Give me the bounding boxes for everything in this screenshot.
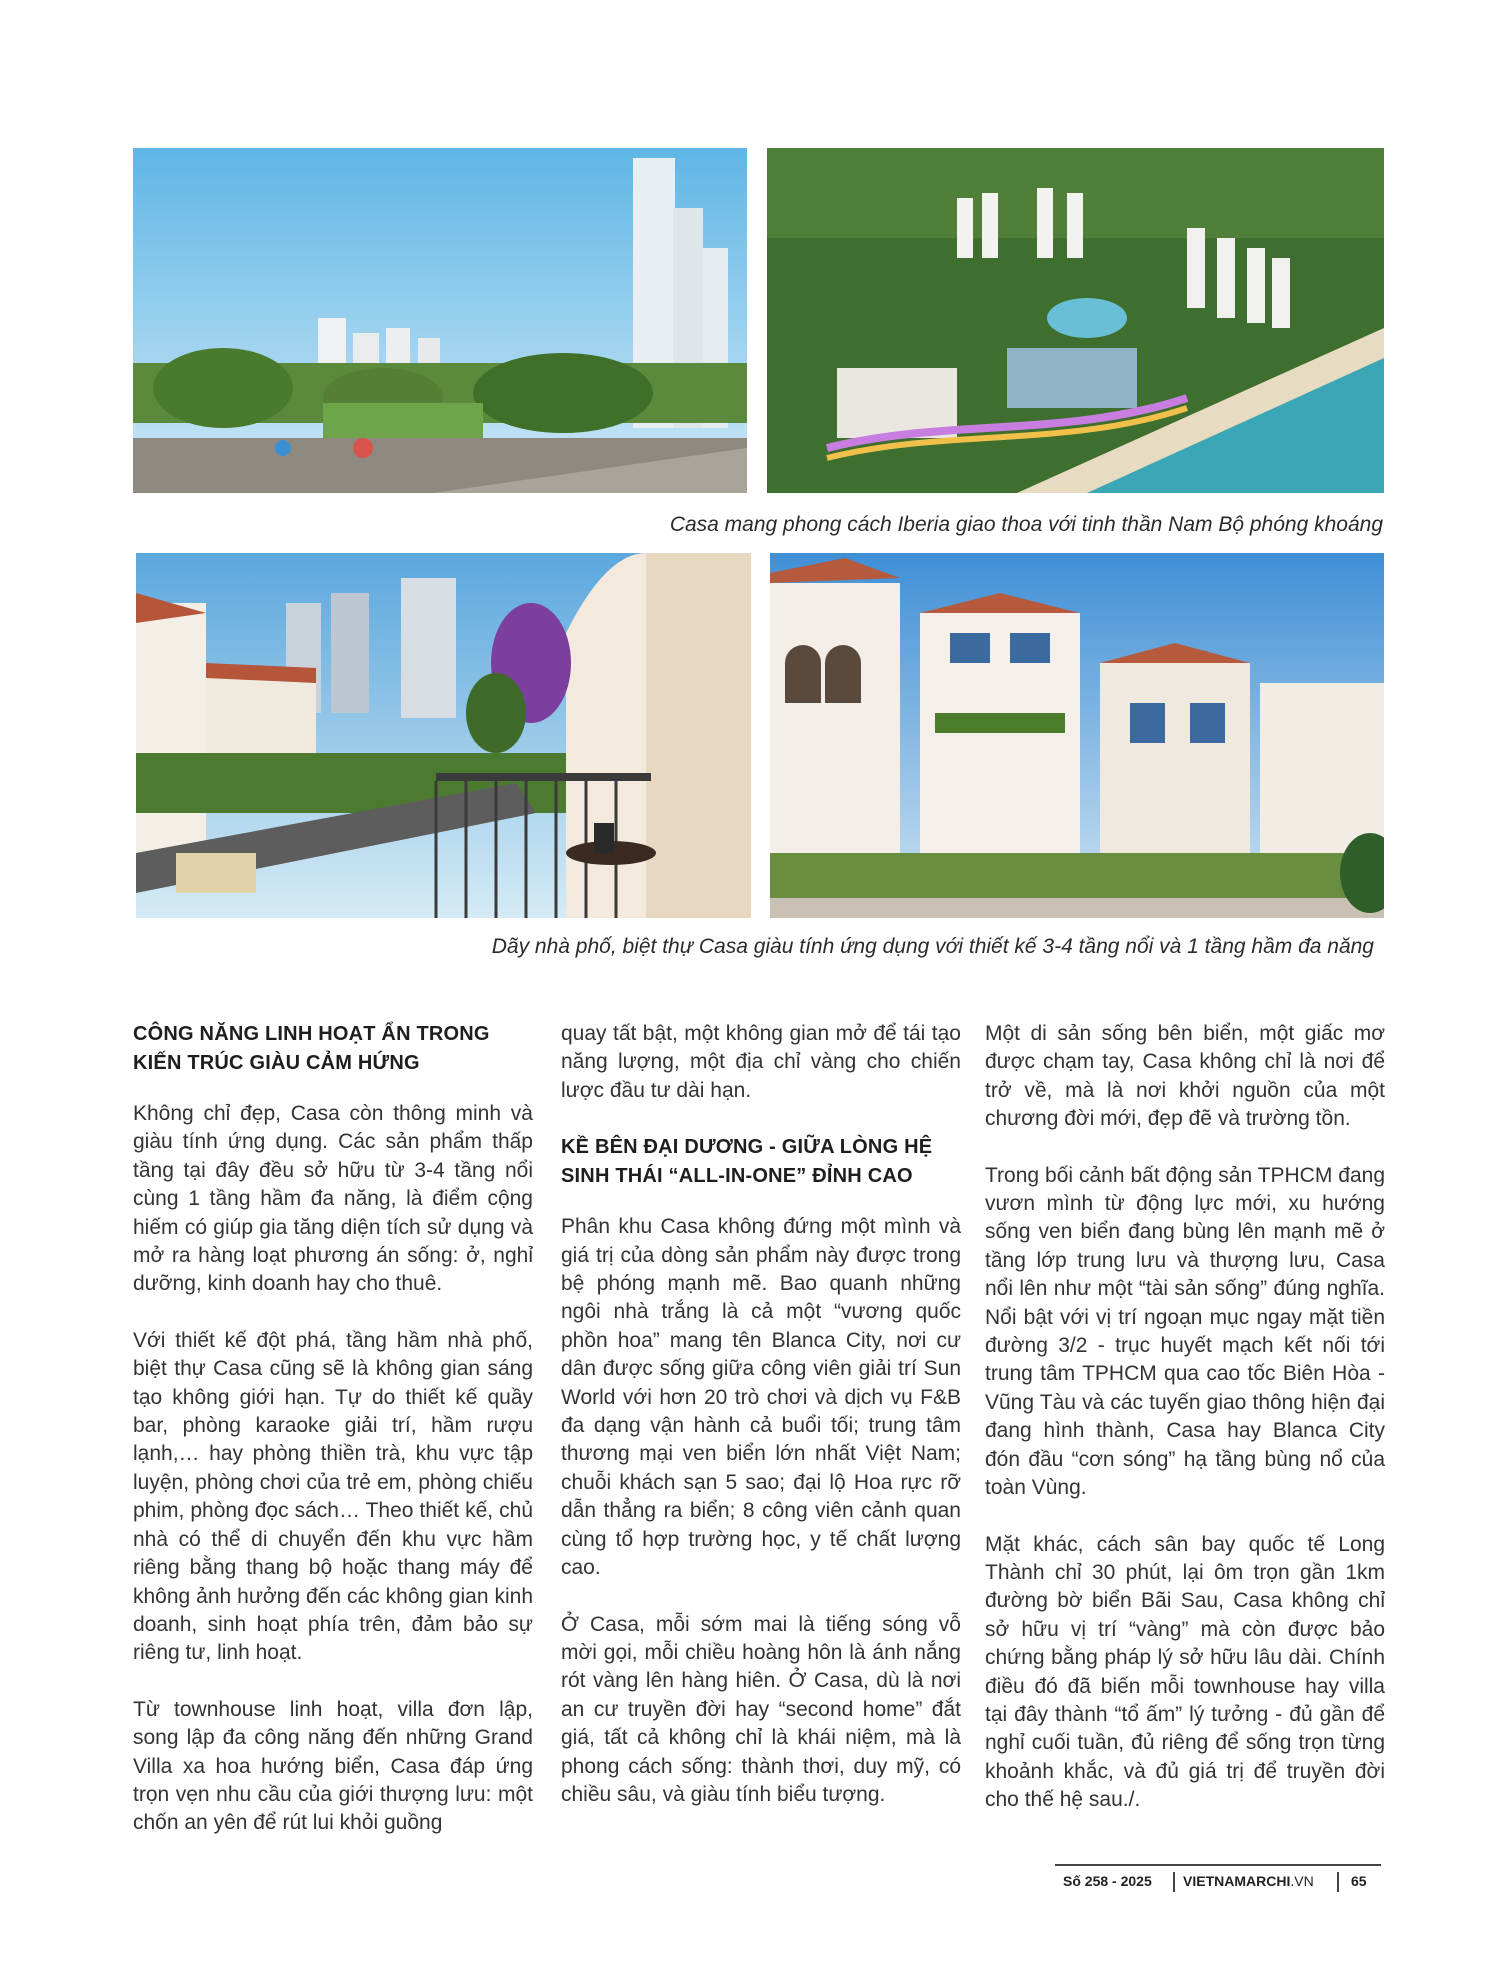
section-heading-flexible-function: CÔNG NĂNG LINH HOẠT ẨN TRONG KIẾN TRÚC GIÀU CẢM HỨNG	[133, 1023, 490, 1074]
issue-number: Số 258 - 2025	[1063, 1873, 1152, 1889]
caption-bottom: Dãy nhà phố, biệt thự Casa giàu tính ứng dụng với thiết kế 3-4 tầng nổi và 1 tầng hầm đa năng	[491, 935, 1374, 958]
photo-park-towers	[133, 148, 747, 493]
paragraph: quay tất bật, một không gian mở để tái tạo năng lượng, một địa chỉ vàng cho chiến lược đầu tư dài hạn.	[561, 1022, 961, 1102]
footer-rule	[1055, 1864, 1381, 1866]
paragraph: Một di sản sống bên biển, một giấc mơ được chạm tay, Casa không chỉ là nơi để trở về, mà là nơi khởi nguồn của một chương đời mới, đẹp đẽ và trường tồn.	[985, 1022, 1385, 1131]
paragraph: Từ townhouse linh hoạt, villa đơn lập, song lập đa công năng đến những Grand Villa xa hoa hướng biển, Casa đáp ứng trọn vẹn nhu cầu của giới thượng lưu: một chốn an yên để rút lui khỏi guồng	[133, 1697, 533, 1835]
caption-top: Casa mang phong cách Iberia giao thoa với tinh thần Nam Bộ phóng khoáng	[669, 513, 1383, 536]
brand-main: VIETNAMARCHI	[1183, 1873, 1291, 1889]
brand-name	[1183, 1873, 1314, 1889]
paragraph: Không chỉ đẹp, Casa còn thông minh và giàu tính ứng dụng. Các sản phẩm thấp tầng tại đây đều sở hữu từ 3-4 tầng nổi cùng 1 tầng hầm đa năng, là điểm cộng hiếm có giúp gia tăng diện tích sử dụng và mở ra hàng loạt phương án sống: ở, nghỉ dưỡng, kinh doanh hay cho thuê.	[133, 1102, 533, 1296]
paragraph: Ở Casa, mỗi sớm mai là tiếng sóng vỗ mời gọi, mỗi chiều hoàng hôn là ánh nắng rót vàng lên hàng hiên. Ở Casa, dù là nơi an cư truyền đời hay “second home” đắt giá, tất cả không chỉ là khái niệm, mà là phong cách sống: thành thơi, duy mỹ, có chiều sâu, và giàu tính biểu tượng.	[561, 1612, 961, 1806]
brand-suffix: .VN	[1290, 1873, 1314, 1889]
paragraph: Trong bối cảnh bất động sản TPHCM đang vươn mình từ động lực mới, xu hướng sống ven biển đang bùng lên mạnh mẽ ở tầng lớp trung lưu và thượng lưu, Casa nổi lên như một “tài sản sống” đúng nghĩa. Nổi bật với vị trí ngoạn mục ngay mặt tiền đường 3/2 - trục huyết mạch kết nối tới trung tâm TPHCM qua cao tốc Biên Hòa - Vũng Tàu và các tuyến giao thông hiện đại đang hình thành, Casa hay Blanca City đón đầu “cơn sóng” hạ tầng bùng nổ của toàn Vùng.	[985, 1163, 1385, 1500]
photo-balcony-street	[136, 553, 751, 918]
article-column-1	[133, 1020, 533, 1866]
article-column-3	[985, 1020, 1385, 1843]
footer-divider	[1337, 1872, 1339, 1892]
page-number: 65	[1351, 1873, 1367, 1889]
article-column-2	[561, 1020, 961, 1837]
photo-villa-facades	[770, 553, 1384, 918]
page-footer	[1055, 1870, 1381, 1894]
photo-aerial-resort	[767, 148, 1384, 493]
section-heading-ocean-ecosystem: KỀ BÊN ĐẠI DƯƠNG - GIỮA LÒNG HỆ SINH THÁI “ALL-IN-ONE” ĐỈNH CAO	[561, 1136, 933, 1188]
paragraph: Với thiết kế đột phá, tầng hầm nhà phố, biệt thự Casa cũng sẽ là không gian sáng tạo không giới hạn. Tự do thiết kế quầy bar, phòng karaoke giải trí, hầm rượu lạnh,… hay phòng thiền trà, khu vực tập luyện, phòng chơi của trẻ em, phòng chiếu phim, phòng đọc sách… Theo thiết kế, chủ nhà có thể di chuyển đến khu vực hầm riêng bằng thang bộ hoặc thang máy để không ảnh hưởng đến các không gian kinh doanh, sinh hoạt phía trên, đảm bảo sự riêng tư, linh hoạt.	[133, 1328, 533, 1665]
footer-divider	[1173, 1872, 1175, 1892]
paragraph: Phân khu Casa không đứng một mình và giá trị của dòng sản phẩm này được trong bệ phóng mạnh mẽ. Bao quanh những ngôi nhà trắng là cả một “vương quốc phồn hoa” mang tên Blanca City, nơi cư dân được sống giữa công viên giải trí Sun World với hơn 20 trò chơi và dịch vụ F&B đa dạng vận hành cả buổi tối; trung tâm thương mại ven biển lớn nhất Việt Nam; chuỗi khách sạn 5 sao; đại lộ Hoa rực rỡ dẫn thẳng ra biển; 8 công viên cảnh quan cùng tổ hợp trường học, y tế chất lượng cao.	[561, 1215, 961, 1580]
paragraph: Mặt khác, cách sân bay quốc tế Long Thành chỉ 30 phút, lại ôm trọn gần 1km đường bờ biển Bãi Sau, Casa không chỉ sở hữu vị trí “vàng” mà còn được bảo chứng bằng pháp lý sở hữu lâu dài. Chính điều đó đã biến mỗi townhouse hay villa tại đây thành “tổ ấm” lý tưởng - đủ gần để nghỉ cuối tuần, đủ riêng để sống trọn từng khoảnh khắc, và đủ giá trị để truyền đời cho thế hệ sau./.	[985, 1532, 1385, 1812]
